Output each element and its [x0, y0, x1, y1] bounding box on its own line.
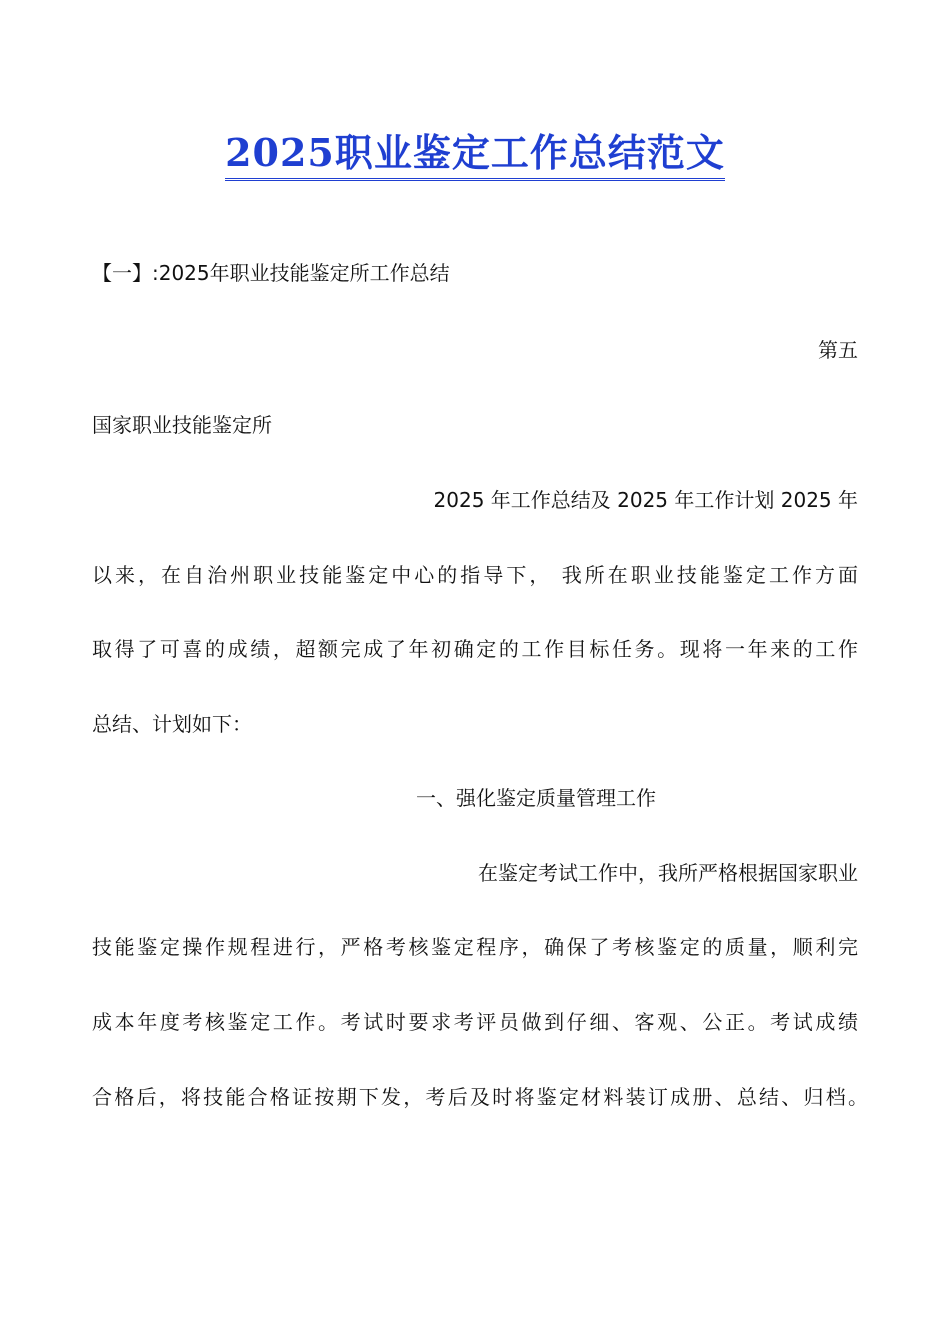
paragraph-line-4: 以来，在自治州职业技能鉴定中心的指导下， 我所在职业技能鉴定工作方面 — [92, 563, 858, 587]
document-title — [0, 126, 950, 181]
section-heading: 【一】:2025年职业技能鉴定所工作总结 — [92, 261, 450, 285]
paragraph-line-5: 取得了可喜的成绩，超额完成了年初确定的工作目标任务。现将一年来的工作 — [92, 637, 858, 661]
paragraph-line-1: 第五 — [818, 338, 858, 362]
subsection-heading: 一、强化鉴定质量管理工作 — [416, 786, 656, 810]
paragraph-line-6: 总结、计划如下： — [92, 712, 252, 736]
paragraph-line-9: 技能鉴定操作规程进行，严格考核鉴定程序，确保了考核鉴定的质量，顺利完 — [92, 935, 858, 959]
paragraph-line-8: 在鉴定考试工作中，我所严格根据国家职业 — [478, 861, 858, 885]
paragraph-line-3: 2025 年工作总结及 2025 年工作计划 2025 年 — [433, 488, 858, 512]
paragraph-line-11: 合格后，将技能合格证按期下发，考后及时将鉴定材料装订成册、总结、归档。 — [92, 1085, 868, 1109]
document-title-text[interactable]: 2025职业鉴定工作总结范文 — [225, 130, 725, 181]
paragraph-line-2: 国家职业技能鉴定所 — [92, 413, 272, 437]
paragraph-line-10: 成本年度考核鉴定工作。考试时要求考评员做到仔细、客观、公正。考试成绩 — [92, 1010, 858, 1034]
